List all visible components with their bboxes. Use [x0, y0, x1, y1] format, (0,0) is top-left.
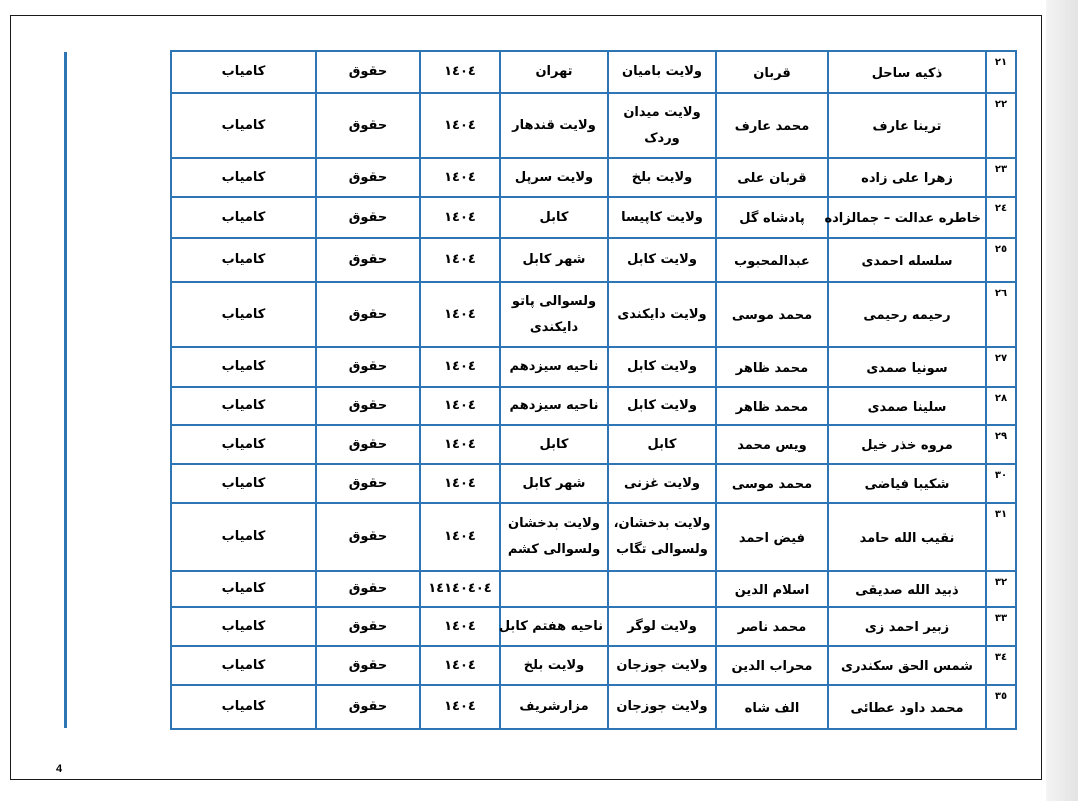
- cell-year-text: ١٤٠٤: [444, 618, 476, 634]
- cell-location-2: [500, 503, 608, 571]
- cell-location-1-text: ولایت بامیان: [621, 64, 703, 79]
- cell-year-text: ١٤١٤٠٤٠٤: [428, 581, 492, 596]
- cell-year-text: ١٤٠٤: [444, 657, 476, 673]
- cell-year-text: ١٤٠٤: [444, 529, 476, 544]
- cell-field-text: حقوق: [348, 64, 388, 79]
- cell-result-text: کامیاب: [221, 529, 266, 544]
- cell-location-2: [500, 685, 608, 729]
- cell-result: [171, 347, 316, 387]
- cell-year-text: ١٤٠٤: [444, 699, 476, 714]
- cell-location-1-text: ولایت دایکندی: [617, 306, 707, 322]
- cell-year: [420, 646, 500, 685]
- cell-father-name: [716, 282, 828, 347]
- cell-father-name-text: الف شاه: [744, 700, 800, 716]
- cell-name-text: سلینا صمدی: [867, 399, 947, 415]
- cell-location-1-text: ولایت کابل: [627, 398, 697, 413]
- table-row: [171, 646, 1016, 685]
- cell-name: [828, 685, 986, 729]
- cell-field: [316, 387, 420, 425]
- cell-field: [316, 685, 420, 729]
- cell-number: [986, 282, 1016, 347]
- cell-location-1-text: ولسوالی تگاب: [616, 542, 708, 557]
- cell-field: [316, 197, 420, 238]
- cell-field-text: حقوق: [348, 359, 388, 374]
- cell-father-name: [716, 646, 828, 685]
- cell-location-2-text: ولایت بلخ: [523, 657, 585, 673]
- cell-father-name-text: قربان: [753, 65, 791, 81]
- cell-location-1: [608, 387, 716, 425]
- cell-location-1-text: ولایت بلخ: [631, 169, 693, 185]
- cell-result-text: کامیاب: [221, 657, 266, 673]
- cell-field: [316, 282, 420, 347]
- cell-year: [420, 425, 500, 464]
- cell-number: [986, 158, 1016, 197]
- cell-year: [420, 158, 500, 197]
- cell-name-text: خاطره عدالت – جمالزاده: [824, 211, 981, 226]
- cell-location-2: [500, 646, 608, 685]
- cell-name: [828, 238, 986, 282]
- table-row: [171, 607, 1016, 646]
- cell-father-name: [716, 158, 828, 197]
- cell-name-text: ذبید الله صدیقی: [855, 582, 959, 598]
- cell-result-text: کامیاب: [221, 699, 266, 714]
- cell-number: [986, 685, 1016, 729]
- cell-father-name: [716, 387, 828, 425]
- cell-year: [420, 51, 500, 93]
- cell-location-2: [500, 51, 608, 93]
- page-edge-shadow: [1046, 0, 1078, 801]
- cell-location-2-text: شهر کابل: [522, 252, 586, 267]
- cell-name: [828, 387, 986, 425]
- cell-result-text: کامیاب: [221, 209, 266, 225]
- cell-name-text: سونیا صمدی: [866, 360, 948, 376]
- cell-number-text: ٢٣: [994, 164, 1008, 175]
- cell-name: [828, 93, 986, 158]
- cell-field-text: حقوق: [348, 398, 388, 413]
- cell-father-name-text: پادشاه گل: [739, 211, 805, 226]
- cell-father-name-text: ویس محمد: [737, 438, 807, 453]
- cell-location-1: [608, 571, 716, 607]
- cell-year: [420, 685, 500, 729]
- cell-father-name: [716, 685, 828, 729]
- cell-location-2-text: ولسوالی کشم: [507, 542, 601, 557]
- cell-field: [316, 347, 420, 387]
- cell-name-text: ترینا عارف: [872, 119, 942, 134]
- cell-number-text: ٣٣: [994, 613, 1008, 624]
- cell-location-2-text: ناحیه هفتم کابل: [498, 618, 603, 634]
- cell-field-text: حقوق: [348, 475, 388, 491]
- cell-location-2: [500, 464, 608, 503]
- cell-location-2-text: ناحیه سیزدهم: [509, 359, 599, 374]
- cell-number-text: ٢٥: [994, 244, 1008, 255]
- cell-year-text: ١٤٠٤: [444, 209, 476, 225]
- table-row: [171, 93, 1016, 158]
- cell-year-text: ١٤٠٤: [444, 169, 476, 185]
- cell-year: [420, 347, 500, 387]
- cell-father-name: [716, 51, 828, 93]
- cell-name-text: شکیبا فیاضی: [864, 477, 950, 492]
- cell-location-1: [608, 158, 716, 197]
- cell-field: [316, 238, 420, 282]
- cell-name: [828, 464, 986, 503]
- cell-location-2: [500, 238, 608, 282]
- cell-result-text: کامیاب: [221, 306, 266, 322]
- cell-field: [316, 51, 420, 93]
- cell-location-2-text: کابل: [539, 436, 569, 452]
- cell-location-2-text: کابل: [539, 209, 569, 225]
- cell-year-text: ١٤٠٤: [444, 117, 476, 133]
- cell-result: [171, 93, 316, 158]
- table-row: [171, 464, 1016, 503]
- cell-location-1: [608, 425, 716, 464]
- cell-name: [828, 158, 986, 197]
- cell-field-text: حقوق: [348, 436, 388, 452]
- cell-number: [986, 646, 1016, 685]
- cell-name: [828, 425, 986, 464]
- cell-number-text: ٢١: [994, 57, 1008, 68]
- cell-result: [171, 158, 316, 197]
- data-table: [170, 50, 1017, 730]
- cell-number: [986, 93, 1016, 158]
- cell-year: [420, 571, 500, 607]
- cell-number: [986, 197, 1016, 238]
- cell-location-1-text: ولایت جوزجان: [616, 657, 708, 673]
- cell-result: [171, 387, 316, 425]
- cell-result-text: کامیاب: [221, 618, 266, 634]
- cell-location-1: [608, 282, 716, 347]
- cell-father-name: [716, 238, 828, 282]
- cell-father-name-text: محمد ظاهر: [735, 360, 809, 376]
- cell-year: [420, 197, 500, 238]
- cell-location-1: [608, 238, 716, 282]
- table-row: [171, 503, 1016, 571]
- cell-result: [171, 425, 316, 464]
- cell-location-2: [500, 347, 608, 387]
- cell-location-1-text: ولایت غزنی: [624, 475, 700, 491]
- cell-location-2: [500, 282, 608, 347]
- cell-location-2: [500, 425, 608, 464]
- cell-year: [420, 93, 500, 158]
- cell-number: [986, 347, 1016, 387]
- cell-name-text: مروه خذر خیل: [861, 438, 953, 453]
- table-row: [171, 425, 1016, 464]
- cell-father-name: [716, 503, 828, 571]
- cell-location-2: [500, 158, 608, 197]
- cell-number-text: ٢٩: [994, 431, 1008, 442]
- cell-number: [986, 503, 1016, 571]
- cell-result: [171, 51, 316, 93]
- cell-location-2-text: دایکندی: [529, 319, 579, 335]
- cell-name-text: محمد داود عطائی: [850, 700, 964, 716]
- cell-field-text: حقوق: [348, 306, 388, 322]
- cell-location-1: [608, 646, 716, 685]
- cell-year: [420, 282, 500, 347]
- cell-result: [171, 607, 316, 646]
- cell-field: [316, 571, 420, 607]
- cell-number: [986, 51, 1016, 93]
- cell-result-text: کامیاب: [221, 117, 266, 133]
- cell-field-text: حقوق: [348, 699, 388, 714]
- cell-father-name: [716, 425, 828, 464]
- cell-number-text: ٣١: [994, 509, 1008, 520]
- cell-field: [316, 607, 420, 646]
- cell-location-1: [608, 51, 716, 93]
- cell-father-name-text: عبدالمحبوب: [734, 253, 810, 269]
- cell-year: [420, 503, 500, 571]
- cell-year-text: ١٤٠٤: [444, 436, 476, 452]
- cell-name-text: سلسله احمدی: [861, 253, 953, 269]
- cell-father-name: [716, 571, 828, 607]
- cell-number-text: ٣٥: [994, 691, 1008, 702]
- cell-number: [986, 607, 1016, 646]
- table-row: [171, 347, 1016, 387]
- cell-name: [824, 197, 986, 238]
- cell-father-name: [716, 464, 828, 503]
- cell-result-text: کامیاب: [221, 64, 266, 79]
- cell-result-text: کامیاب: [221, 252, 266, 267]
- cell-result: [171, 238, 316, 282]
- cell-result: [171, 685, 316, 729]
- cell-number-text: ٢٧: [994, 353, 1008, 364]
- cell-field-text: حقوق: [348, 657, 388, 673]
- cell-number: [986, 238, 1016, 282]
- cell-location-2-text: شهر کابل: [522, 475, 586, 491]
- cell-father-name: [716, 607, 828, 646]
- cell-location-1: [608, 503, 716, 571]
- table-row: [171, 571, 1016, 607]
- cell-field: [316, 503, 420, 571]
- cell-location-1-text: ولایت کابل: [627, 359, 697, 374]
- cell-location-1: [608, 607, 716, 646]
- cell-location-2: [500, 197, 608, 238]
- cell-field: [316, 464, 420, 503]
- cell-location-1: [608, 685, 716, 729]
- cell-field-text: حقوق: [348, 618, 388, 634]
- cell-year: [420, 607, 500, 646]
- cell-number-text: ٢٨: [994, 393, 1008, 404]
- cell-result-text: کامیاب: [221, 475, 266, 491]
- cell-father-name-text: محمد موسی: [731, 308, 813, 323]
- cell-field-text: حقوق: [348, 117, 388, 133]
- cell-location-2-text: ولایت بدخشان: [508, 516, 600, 531]
- cell-father-name: [716, 197, 828, 238]
- cell-field-text: حقوق: [348, 252, 388, 267]
- cell-location-2: [500, 93, 608, 158]
- cell-location-1-text: ولایت بدخشان،: [613, 516, 711, 531]
- cell-name-text: زهرا علی زاده: [861, 171, 953, 186]
- cell-year: [420, 464, 500, 503]
- cell-result: [171, 646, 316, 685]
- cell-name: [828, 571, 986, 607]
- cell-name-text: نقیب الله حامد: [859, 530, 955, 546]
- cell-year-text: ١٤٠٤: [444, 475, 476, 491]
- cell-father-name-text: محراب الدین: [731, 659, 813, 674]
- cell-location-1-text: ولایت میدان: [623, 104, 701, 120]
- cell-location-1-text: ولایت جوزجان: [616, 699, 708, 714]
- cell-field-text: حقوق: [348, 529, 388, 544]
- cell-name-text: ذکیه ساحل: [871, 65, 943, 81]
- table-row: [171, 158, 1016, 197]
- table-body: [171, 51, 1016, 729]
- cell-result: [171, 282, 316, 347]
- cell-number-text: ٢٢: [994, 99, 1008, 110]
- cell-location-2: [500, 387, 608, 425]
- table-row: [171, 197, 1016, 238]
- cell-number-text: ٣٢: [994, 577, 1008, 588]
- cell-location-2-text: مزارشریف: [519, 699, 589, 714]
- cell-year-text: ١٤٠٤: [444, 398, 476, 413]
- cell-result: [171, 464, 316, 503]
- cell-year: [420, 238, 500, 282]
- cell-result-text: کامیاب: [221, 169, 266, 185]
- cell-field: [316, 646, 420, 685]
- cell-year: [420, 387, 500, 425]
- cell-number-text: ٣٠: [994, 470, 1008, 481]
- cell-result-text: کامیاب: [221, 436, 266, 452]
- cell-number: [986, 464, 1016, 503]
- cell-name: [828, 646, 986, 685]
- table-row: [171, 238, 1016, 282]
- cell-father-name-text: فیض احمد: [738, 530, 806, 546]
- cell-year-text: ١٤٠٤: [444, 64, 476, 79]
- cell-father-name: [716, 347, 828, 387]
- cell-result-text: کامیاب: [221, 398, 266, 413]
- cell-location-1: [608, 93, 716, 158]
- cell-father-name-text: محمد موسی: [731, 477, 813, 492]
- cell-number-text: ٣٤: [994, 652, 1008, 663]
- cell-location-1-text: ولایت لوگر: [627, 618, 697, 634]
- cell-father-name-text: محمد عارف: [734, 119, 810, 134]
- cell-father-name: [716, 93, 828, 158]
- cell-field-text: حقوق: [348, 169, 388, 185]
- cell-result: [171, 197, 316, 238]
- cell-number: [986, 387, 1016, 425]
- cell-location-1-text: ولایت کاپیسا: [621, 209, 703, 225]
- cell-location-2-text: ناحیه سیزدهم: [509, 398, 599, 413]
- cell-result-text: کامیاب: [221, 581, 266, 596]
- cell-name-text: شمس الحق سکندری: [841, 659, 973, 674]
- cell-location-2-text: تهران: [535, 64, 573, 79]
- cell-name: [828, 282, 986, 347]
- cell-location-1-text: کابل: [647, 436, 677, 452]
- cell-field-text: حقوق: [348, 209, 388, 225]
- cell-number: [986, 425, 1016, 464]
- cell-name: [828, 607, 986, 646]
- cell-name-text: رحیمه رحیمی: [863, 308, 951, 323]
- cell-field: [316, 158, 420, 197]
- cell-name: [828, 503, 986, 571]
- table-row: [171, 685, 1016, 729]
- page-number: 4: [56, 763, 63, 775]
- cell-result-text: کامیاب: [221, 359, 266, 374]
- cell-father-name-text: محمد ناصر: [737, 620, 807, 635]
- cell-field-text: حقوق: [348, 581, 388, 596]
- cell-location-2: [500, 571, 608, 607]
- cell-father-name-text: محمد ظاهر: [735, 399, 809, 415]
- cell-father-name-text: قربان علی: [737, 171, 807, 186]
- cell-number: [986, 571, 1016, 607]
- cell-number-text: ٢٤: [994, 203, 1008, 214]
- cell-year-text: ١٤٠٤: [444, 306, 476, 322]
- cell-location-1: [608, 464, 716, 503]
- cell-name: [828, 347, 986, 387]
- cell-field: [316, 93, 420, 158]
- cell-location-2-text: ولایت قندهار: [512, 117, 596, 133]
- cell-result: [171, 571, 316, 607]
- margin-rule: [64, 52, 67, 728]
- cell-result: [171, 503, 316, 571]
- cell-year-text: ١٤٠٤: [444, 252, 476, 267]
- table-row: [171, 51, 1016, 93]
- cell-field: [316, 425, 420, 464]
- cell-location-2-text: ولایت سرپل: [514, 169, 594, 185]
- cell-location-1-text: ولایت کابل: [627, 252, 697, 267]
- cell-location-1: [608, 347, 716, 387]
- cell-name: [828, 51, 986, 93]
- cell-location-1: [608, 197, 716, 238]
- cell-year-text: ١٤٠٤: [444, 359, 476, 374]
- table-row: [171, 282, 1016, 347]
- cell-location-2-text: ولسوالی پاتو: [511, 293, 597, 309]
- cell-name-text: زبیر احمد زی: [864, 620, 950, 635]
- table-row: [171, 387, 1016, 425]
- cell-location-1-text: وردک: [644, 130, 680, 146]
- cell-location-2: [500, 607, 608, 646]
- cell-number-text: ٢٦: [994, 288, 1008, 299]
- cell-father-name-text: اسلام الدین: [734, 582, 810, 598]
